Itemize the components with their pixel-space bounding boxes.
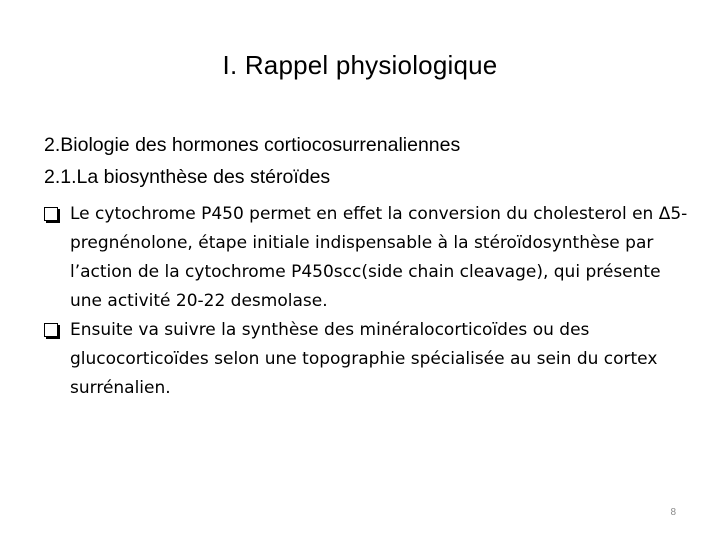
bullet-list [44, 200, 694, 403]
bullet-item-1 [44, 200, 694, 316]
section-heading: 2.Biologie des hormones cortiocosurrenaliennes [44, 134, 461, 156]
checkbox-square-icon [44, 323, 58, 337]
checkbox-square-icon [44, 207, 58, 221]
subsection-heading: 2.1.La biosynthèse des stéroïdes [44, 166, 331, 188]
bullet-text-1: Le cytochrome P450 permet en effet la conversion du cholesterol en Δ5-pregnénolone, étape initiale indispensable à la stéroïdosynthèse par l’action de la cytochrome P450scc(side chain cleavage), qui présente une activité 20-22 desmolase. [70, 204, 688, 311]
bullet-item-2 [44, 316, 694, 403]
slide-title: I. Rappel physiologique [222, 50, 498, 80]
bullet-text-2: Ensuite va suivre la synthèse des minéralocorticoïdes ou des glucocorticoïdes selon une topographie spécialisée au sein du cortex surrénalien. [70, 320, 658, 398]
page-number: 8 [670, 507, 676, 518]
